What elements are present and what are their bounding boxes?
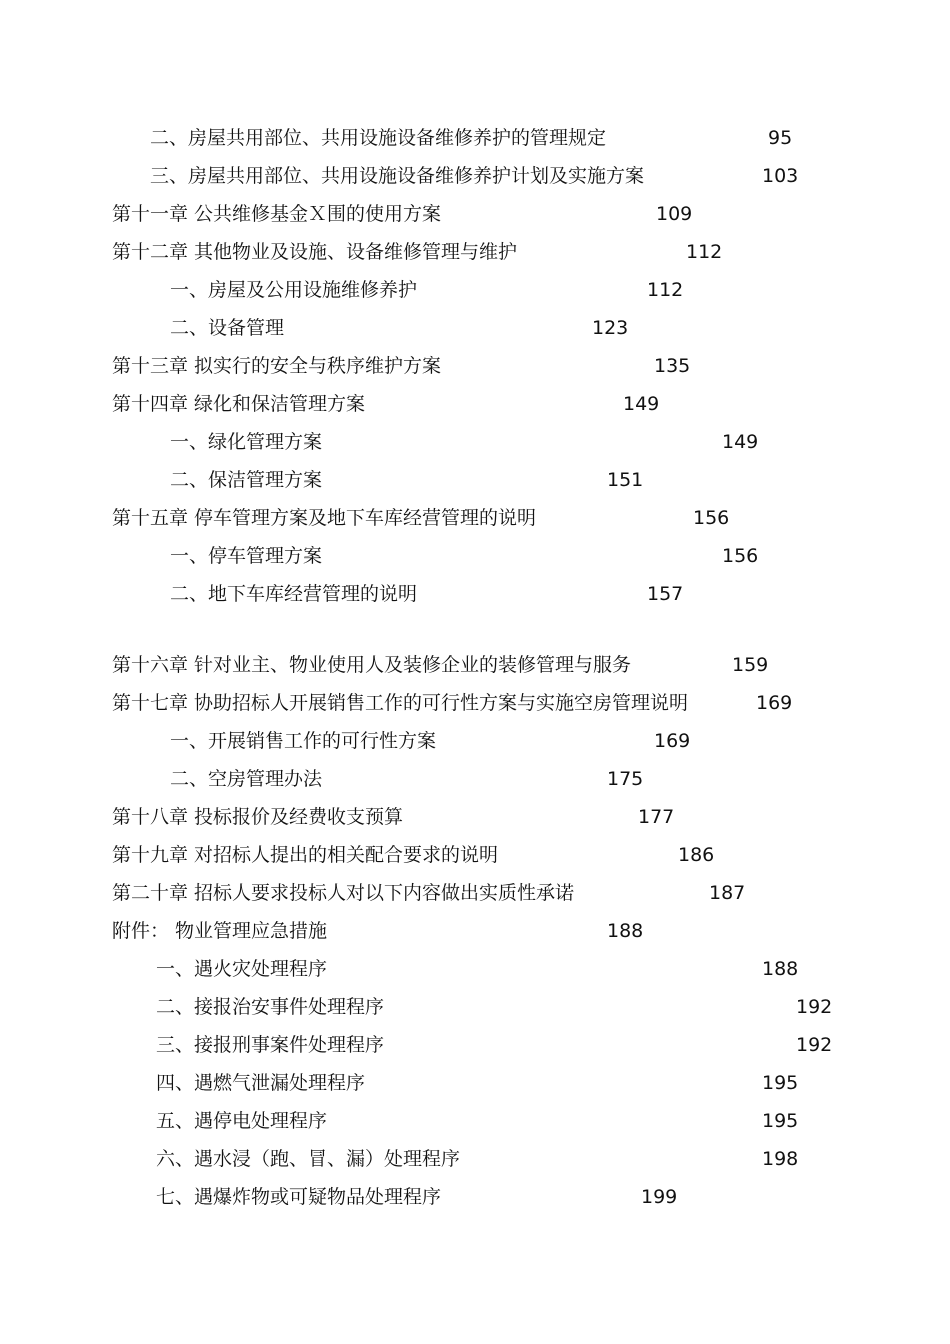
toc-entry[interactable]	[0, 580, 950, 608]
toc-entry-title: 第十三章 拟实行的安全与秩序维护方案	[112, 355, 442, 377]
toc-entry-page: 95	[768, 127, 793, 149]
toc-entry[interactable]	[0, 276, 950, 304]
toc-entry-page: 195	[762, 1072, 799, 1094]
toc-entry-page: 192	[796, 996, 833, 1018]
toc-entry-page: 198	[762, 1148, 799, 1170]
toc-entry[interactable]	[0, 955, 950, 983]
toc-entry[interactable]	[0, 238, 950, 266]
toc-entry-title: 二、接报治安事件处理程序	[156, 996, 385, 1018]
toc-entry-title: 第十八章 投标报价及经费收支预算	[112, 806, 404, 828]
toc-entry-page: 156	[693, 507, 730, 529]
toc-entry-title: 二、设备管理	[170, 317, 285, 339]
toc-entry-page: 112	[686, 241, 723, 263]
toc-entry[interactable]	[0, 765, 950, 793]
toc-entry-page: 188	[762, 958, 799, 980]
toc-entry-page: 112	[647, 279, 684, 301]
toc-entry-title: 一、遇火灾处理程序	[156, 958, 328, 980]
toc-entry-title: 第二十章 招标人要求投标人对以下内容做出实质性承诺	[112, 882, 575, 904]
toc-entry[interactable]	[0, 1107, 950, 1135]
toc-entry-page: 123	[592, 317, 629, 339]
toc-entry-page: 187	[709, 882, 746, 904]
toc-entry[interactable]	[0, 803, 950, 831]
toc-entry-title: 第十九章 对招标人提出的相关配合要求的说明	[112, 844, 499, 866]
toc-entry-page: 199	[641, 1186, 678, 1208]
toc-entry-page: 175	[607, 768, 644, 790]
toc-entry-page: 135	[654, 355, 691, 377]
toc-entry[interactable]	[0, 1031, 950, 1059]
toc-entry-title: 第十四章 绿化和保洁管理方案	[112, 393, 366, 415]
toc-entry-title: 第十六章 针对业主、物业使用人及装修企业的装修管理与服务	[112, 654, 632, 676]
toc-entry[interactable]	[0, 917, 950, 945]
toc-entry-title: 第十二章 其他物业及设施、设备维修管理与维护	[112, 241, 518, 263]
toc-entry-page: 186	[678, 844, 715, 866]
toc-entry-page: 188	[607, 920, 644, 942]
toc-entry-page: 169	[756, 692, 793, 714]
toc-entry[interactable]	[0, 1183, 950, 1211]
toc-entry[interactable]	[0, 428, 950, 456]
toc-entry-page: 149	[623, 393, 660, 415]
toc-entry[interactable]	[0, 466, 950, 494]
toc-entry-title: 第十一章 公共维修基金Ｘ围的使用方案	[112, 203, 442, 225]
toc-entry-page: 195	[762, 1110, 799, 1132]
toc-entry-title: 二、保洁管理方案	[170, 469, 323, 491]
toc-entry-page: 103	[762, 165, 799, 187]
toc-entry[interactable]	[0, 504, 950, 532]
toc-entry[interactable]	[0, 651, 950, 679]
toc-entry-title: 一、停车管理方案	[170, 545, 323, 567]
toc-entry-page: 177	[638, 806, 675, 828]
toc-entry-page: 159	[732, 654, 769, 676]
toc-entry-page: 156	[722, 545, 759, 567]
toc-entry-title: 二、空房管理办法	[170, 768, 323, 790]
toc-entry-page: 169	[654, 730, 691, 752]
toc-entry-title: 三、接报刑事案件处理程序	[156, 1034, 385, 1056]
toc-entry-title: 第十五章 停车管理方案及地下车库经营管理的说明	[112, 507, 537, 529]
toc-entry[interactable]	[0, 1145, 950, 1173]
toc-entry-title: 一、绿化管理方案	[170, 431, 323, 453]
toc-entry-title: 二、地下车库经营管理的说明	[170, 583, 418, 605]
toc-entry-title: 一、房屋及公用设施维修养护	[170, 279, 418, 301]
toc-entry-title: 二、房屋共用部位、共用设施设备维修养护的管理规定	[150, 127, 607, 149]
toc-entry-page: 151	[607, 469, 644, 491]
toc-entry-title: 三、房屋共用部位、共用设施设备维修养护计划及实施方案	[150, 165, 645, 187]
toc-entry-title: 一、开展销售工作的可行性方案	[170, 730, 437, 752]
toc-entry-title: 附件： 物业管理应急措施	[112, 920, 328, 942]
toc-entry[interactable]	[0, 124, 950, 152]
toc-entry-title: 第十七章 协助招标人开展销售工作的可行性方案与实施空房管理说明	[112, 692, 689, 714]
toc-entry-title: 六、遇水浸（跑、冒、漏）处理程序	[156, 1148, 461, 1170]
toc-entry-page: 149	[722, 431, 759, 453]
toc-entry[interactable]	[0, 200, 950, 228]
toc-entry[interactable]	[0, 841, 950, 869]
toc-entry-page: 157	[647, 583, 684, 605]
toc-entry[interactable]	[0, 314, 950, 342]
toc-entry[interactable]	[0, 879, 950, 907]
toc-entry[interactable]	[0, 993, 950, 1021]
toc-entry-title: 七、遇爆炸物或可疑物品处理程序	[156, 1186, 442, 1208]
toc-entry[interactable]	[0, 390, 950, 418]
toc-entry[interactable]	[0, 352, 950, 380]
toc-entry[interactable]	[0, 162, 950, 190]
toc-entry-page: 192	[796, 1034, 833, 1056]
toc-entry[interactable]	[0, 727, 950, 755]
toc-entry-page: 109	[656, 203, 693, 225]
toc-entry[interactable]	[0, 1069, 950, 1097]
toc-entry[interactable]	[0, 689, 950, 717]
toc-entry[interactable]	[0, 542, 950, 570]
toc-entry-title: 五、遇停电处理程序	[156, 1110, 328, 1132]
toc-entry-title: 四、遇燃气泄漏处理程序	[156, 1072, 366, 1094]
